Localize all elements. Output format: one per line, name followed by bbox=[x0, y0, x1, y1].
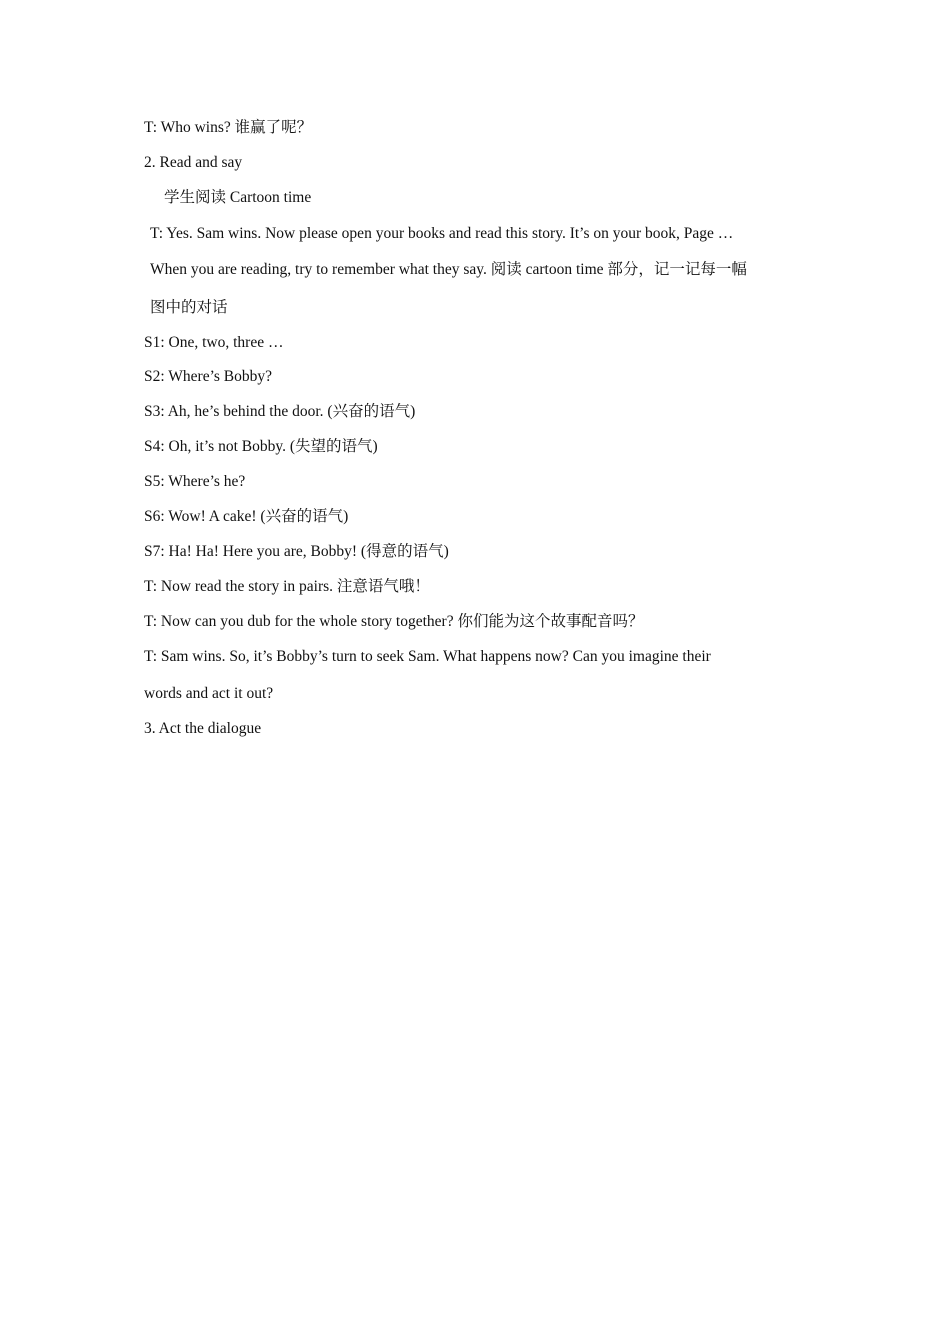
teacher-line-open-books: T: Yes. Sam wins. Now please open your books and read this story. It’s on your book, Page … bbox=[150, 225, 734, 242]
section-heading-read-and-say: 2. Read and say bbox=[144, 154, 243, 171]
teacher-line-dub-story: T: Now can you dub for the whole story together? 你们能为这个故事配音吗？ bbox=[144, 613, 644, 630]
teacher-line-who-wins: T: Who wins? 谁赢了呢？ bbox=[144, 119, 313, 136]
section-heading-act-dialogue: 3. Act the dialogue bbox=[144, 720, 262, 737]
dialogue-line-s4: S4: Oh, it’s not Bobby. (失望的语气) bbox=[144, 438, 378, 455]
dialogue-line-s3: S3: Ah, he’s behind the door. (兴奋的语气) bbox=[144, 403, 416, 420]
instruction-line: 学生阅读 Cartoon time bbox=[164, 189, 312, 206]
teacher-line-act-out: words and act it out? bbox=[144, 685, 274, 702]
dialogue-line-s1: S1: One, two, three … bbox=[144, 334, 284, 351]
dialogue-line-s6: S6: Wow! A cake! (兴奋的语气) bbox=[144, 508, 349, 525]
teacher-line-remember: When you are reading, try to remember what they say. 阅读 cartoon time 部分，记一记每一幅 bbox=[150, 261, 747, 278]
teacher-line-bobby-turn: T: Sam wins. So, it’s Bobby’s turn to seek Sam. What happens now? Can you imagine their bbox=[144, 648, 711, 665]
dialogue-line-s5: S5: Where’s he? bbox=[144, 473, 246, 490]
teacher-line-continuation: 图中的对话 bbox=[150, 299, 228, 316]
dialogue-line-s7: S7: Ha! Ha! Here you are, Bobby! (得意的语气) bbox=[144, 543, 449, 560]
teacher-line-read-in-pairs: T: Now read the story in pairs. 注意语气哦！ bbox=[144, 578, 430, 595]
dialogue-line-s2: S2: Where’s Bobby? bbox=[144, 368, 273, 385]
